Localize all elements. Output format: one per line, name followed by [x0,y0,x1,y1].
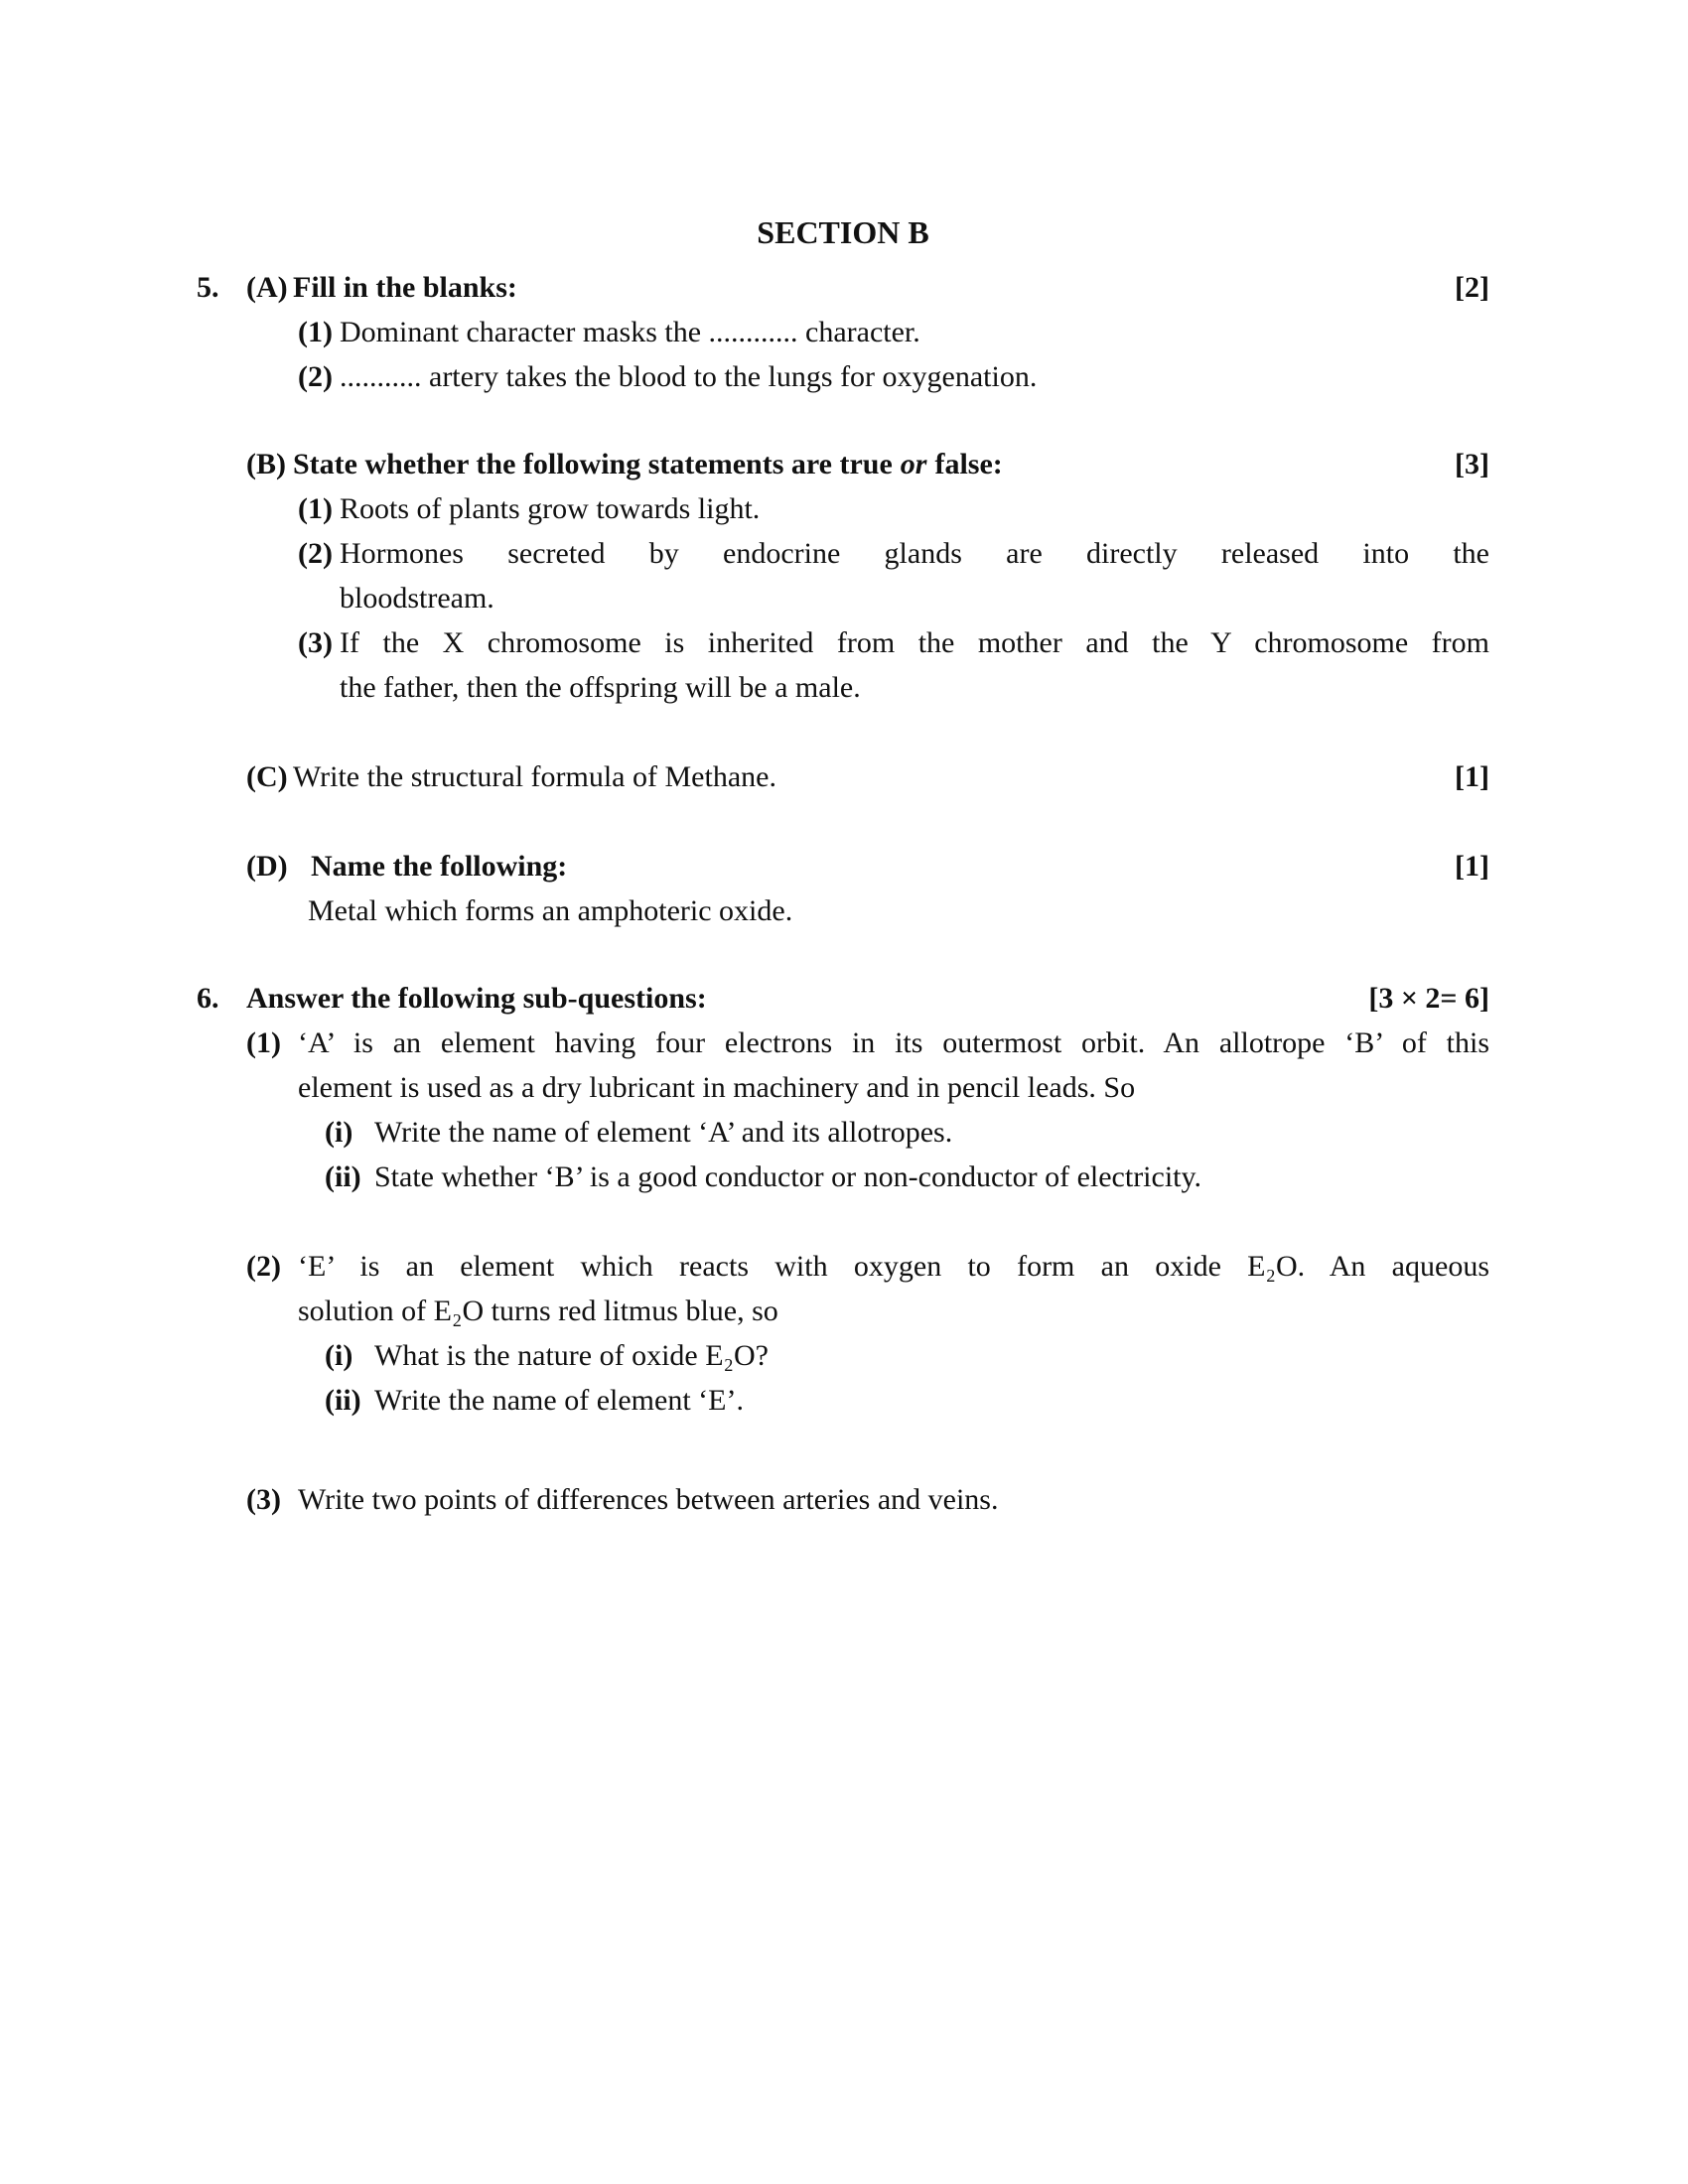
part-b-label: (B) [246,448,286,480]
q6-sub-2-point-2 [325,1378,1489,1423]
q6-sub-2-label: (2) [246,1250,281,1283]
part-b-item-2-line-2: bloodstream. [340,582,494,614]
part-c-row [246,754,1489,799]
question-5-part-a-heading [197,265,1489,310]
part-a-item-2-label: (2) [298,360,333,393]
q6-sub-1-point-2 [325,1155,1489,1199]
q6-sub-2 [246,1244,1489,1333]
part-a-item-2 [298,354,1489,399]
q6-sub-2-line-1: ‘E’ is an element which reacts with oxygen to form an oxide E₂O. An aqueous [298,1250,1489,1283]
part-a-marks: [2] [1455,271,1489,304]
part-b-heading-row [246,442,1489,486]
part-b-item-3-label: (3) [298,626,333,659]
q6-sub-1-point-2-text: State whether ‘B’ is a good conductor or non-conductor of electricity. [374,1160,1202,1193]
q6-sub-2-point-1 [325,1333,1489,1378]
q6-sub-3-label: (3) [246,1483,281,1516]
part-d-marks: [1] [1455,850,1489,883]
part-a-item-1-label: (1) [298,316,333,348]
q6-sub-1-point-1 [325,1110,1489,1155]
part-d-label: (D) [246,850,288,883]
part-a-item-2-text: ........... artery takes the blood to the lungs for oxygenation. [340,360,1038,393]
q6-sub-2-point-2-label: (ii) [325,1384,361,1417]
part-b-item-1 [298,486,1489,531]
part-b-heading-pre: State whether the following statements are true [293,448,893,480]
part-d-heading-row [246,844,1489,888]
part-a-label: (A) [246,271,288,304]
question-6-heading-row [197,976,1489,1021]
q6-sub-1 [246,1021,1489,1110]
part-b-item-3 [298,620,1489,710]
part-b-item-1-label: (1) [298,492,333,525]
q6-sub-3-text: Write two points of differences between arteries and veins. [298,1483,999,1516]
part-c-marks: [1] [1455,760,1489,793]
part-b-item-3-line-1: If the X chromosome is inherited from the mother and the Y chromosome from [340,626,1489,659]
part-d-text: Metal which forms an amphoteric oxide. [308,894,793,927]
question-6-marks: [3 × 2= 6] [1368,982,1489,1015]
part-b-heading-italic: or [900,448,927,480]
q6-sub-2-point-2-text: Write the name of element ‘E’. [374,1384,744,1417]
q6-sub-2-point-1-text: What is the nature of oxide E₂O? [374,1339,769,1372]
q6-sub-2-line-2: solution of E₂O turns red litmus blue, so [298,1295,778,1327]
part-b-item-3-line-2: the father, then the offspring will be a male. [340,671,861,704]
q6-sub-3 [246,1477,1489,1522]
q6-sub-1-line-2: element is used as a dry lubricant in machinery and in pencil leads. So [298,1071,1136,1104]
section-title: SECTION B [757,214,929,250]
page-content [0,210,1688,1522]
part-c-text: Write the structural formula of Methane. [293,760,776,793]
part-a-item-1-text: Dominant character masks the ............ character. [340,316,920,348]
part-b-item-2-label: (2) [298,537,333,570]
part-a-item-1 [298,310,1489,354]
part-b-heading [293,442,1003,486]
part-b-item-1-text: Roots of plants grow towards light. [340,492,761,525]
q6-sub-2-point-1-label: (i) [325,1339,353,1372]
question-6-heading: Answer the following sub-questions: [246,982,707,1015]
part-d-content [308,888,1489,933]
q6-sub-1-point-1-text: Write the name of element ‘A’ and its allotropes. [374,1116,953,1149]
q6-sub-1-point-2-label: (ii) [325,1160,361,1193]
q6-sub-1-point-1-label: (i) [325,1116,353,1149]
q6-sub-1-text [298,1021,1489,1110]
q6-sub-2-text [298,1244,1489,1333]
part-b-item-2-line-1: Hormones secreted by endocrine glands are directly released into the [340,537,1489,570]
part-b-heading-post: false: [934,448,1003,480]
question-5-number: 5. [197,271,219,304]
question-6-number: 6. [197,982,219,1015]
q6-sub-1-label: (1) [246,1026,281,1059]
part-a-heading: Fill in the blanks: [293,271,517,304]
part-b-item-2 [298,531,1489,620]
part-b-item-3-text [340,620,1489,710]
part-d-heading: Name the following: [311,850,568,883]
part-b-item-2-text [340,531,1489,620]
part-c-label: (C) [246,760,288,793]
part-b-marks: [3] [1455,448,1489,480]
q6-sub-1-line-1: ‘A’ is an element having four electrons in its outermost orbit. An allotrope ‘B’ of this [298,1026,1489,1059]
